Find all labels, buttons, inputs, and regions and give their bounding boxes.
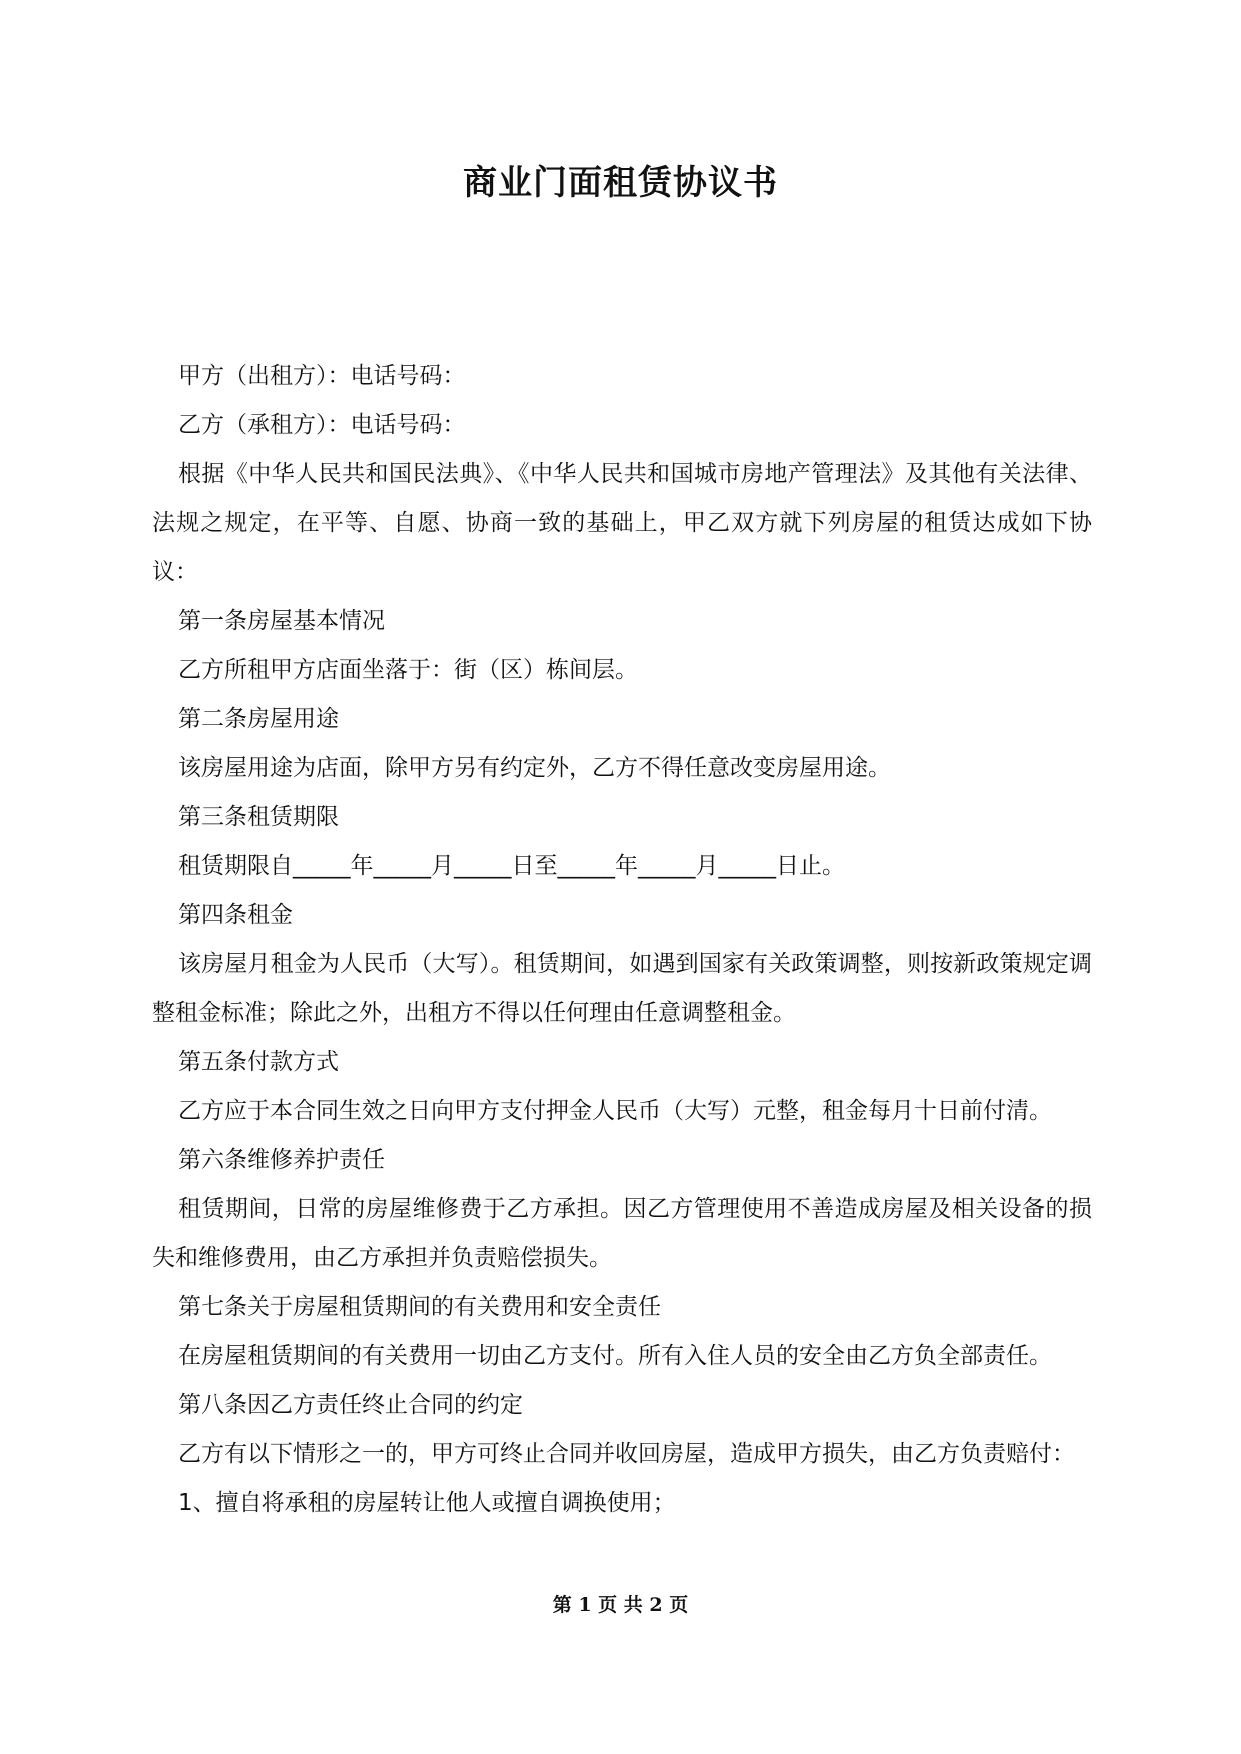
page-number-footer: 第 1 页 共 2 页 xyxy=(552,1594,689,1616)
article-5-heading: 第五条付款方式 xyxy=(178,1049,339,1075)
article-1-text: 乙方所租甲方店面坐落于：街（区）栋间层。 xyxy=(178,657,638,683)
preamble-paragraph: 根据《中华人民共和国民法典》、《中华人民共和国城市房地产管理法》及其他有关法律、法规之规定，在平等、自愿、协商一致的基础上，甲乙双方就下列房屋的租赁达成如下协议： xyxy=(152,461,1092,585)
article-8-text: 乙方有以下情形之一的，甲方可终止合同并收回房屋，造成甲方损失，由乙方负责赔付： xyxy=(178,1441,1075,1467)
article-3-heading: 第三条租赁期限 xyxy=(178,804,339,830)
article-5-text: 乙方应于本合同生效之日向甲方支付押金人民币（大写）元整，租金每月十日前付清。 xyxy=(178,1098,1052,1124)
document-body xyxy=(152,352,1092,1528)
article-7-heading: 第七条关于房屋租赁期间的有关费用和安全责任 xyxy=(178,1294,661,1320)
article-2-heading: 第二条房屋用途 xyxy=(178,706,339,732)
article-7-text: 在房屋租赁期间的有关费用一切由乙方支付。所有入住人员的安全由乙方负全部责任。 xyxy=(178,1343,1052,1369)
party-b-line: 乙方（承租方）：电话号码： xyxy=(178,412,466,438)
article-8-item-1: 1、擅自将承租的房屋转让他人或擅自调换使用； xyxy=(178,1490,676,1516)
article-6-heading: 第六条维修养护责任 xyxy=(178,1147,385,1173)
article-8-heading: 第八条因乙方责任终止合同的约定 xyxy=(178,1392,523,1418)
party-a-line: 甲方（出租方）：电话号码： xyxy=(178,363,466,389)
article-1-heading: 第一条房屋基本情况 xyxy=(178,608,385,634)
article-4-text: 该房屋月租金为人民币（大写）。租赁期间，如遇到国家有关政策调整，则按新政策规定调整租金标准；除此之外，出租方不得以任何理由任意调整租金。 xyxy=(152,951,1092,1026)
document-title: 商业门面租赁协议书 xyxy=(463,163,778,203)
article-2-text: 该房屋用途为店面，除甲方另有约定外，乙方不得任意改变房屋用途。 xyxy=(178,755,891,781)
article-4-heading: 第四条租金 xyxy=(178,902,293,928)
article-6-text: 租赁期间，日常的房屋维修费于乙方承担。因乙方管理使用不善造成房屋及相关设备的损失和维修费用，由乙方承担并负责赔偿损失。 xyxy=(152,1196,1092,1271)
article-3-text: 租赁期限自_____年_____月_____日至_____年_____月_____日止。 xyxy=(178,853,845,879)
